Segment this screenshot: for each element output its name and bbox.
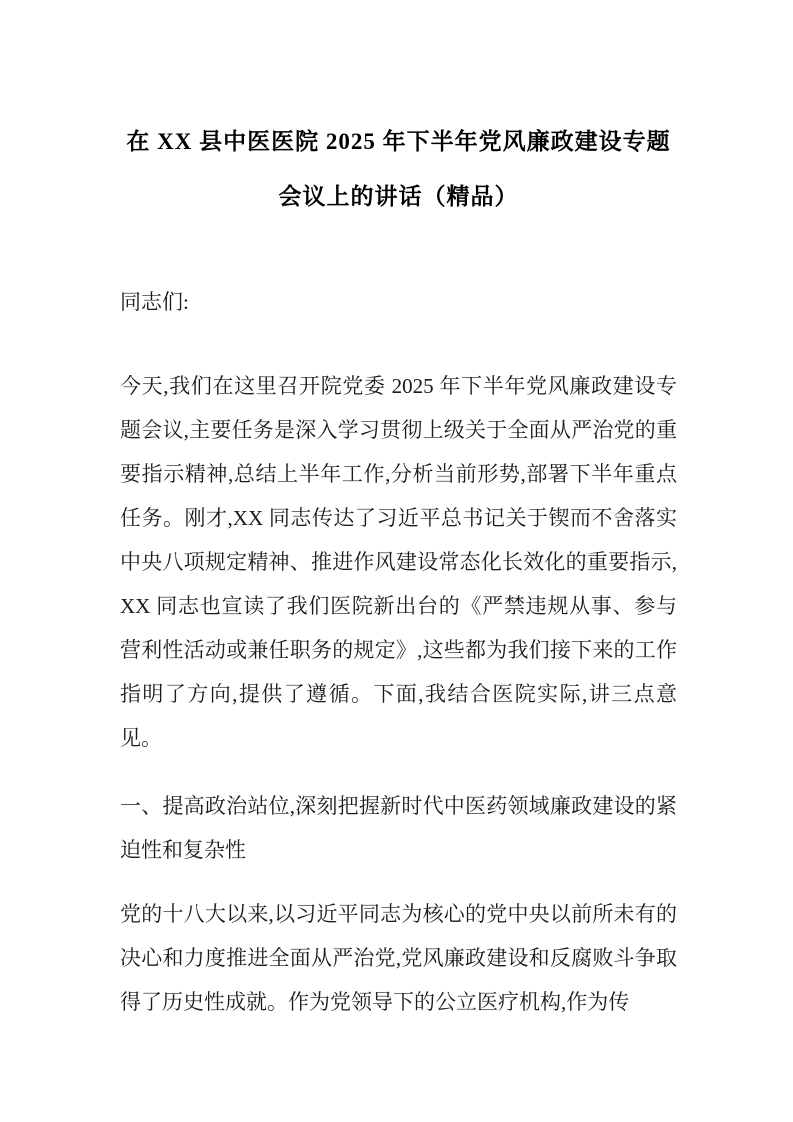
section-heading-1: 一、提高政治站位,深刻把握新时代中医药领域廉政建设的紧迫性和复杂性 <box>120 794 677 862</box>
paragraph-body-1: 党的十八大以来,以习近平同志为核心的党中央以前所未有的决心和力度推进全面从严治党,党风廉政建设和反腐败斗争取得了历史性成就。作为党领导下的公立医疗机构,作为传 <box>120 902 677 1014</box>
paragraph-salutation: 同志们: <box>120 290 189 314</box>
document-content <box>120 114 677 1024</box>
paragraph-intro: 今天,我们在这里召开院党委 2025 年下半年党风廉政建设专题会议,主要任务是深入学习贯彻上级关于全面从严治党的重要指示精神,总结上半年工作,分析当前形势,部署下半年重点任务。刚才,XX 同志传达了习近平总书记关于锲而不舍落实中央八项规定精神、推进作风建设常态化长效化的重要指示,XX 同志也宣读了我们医院新出台的《严禁违规从事、参与营利性活动或兼任职务的规定》,这些都为我们接下来的工作指明了方向,提供了遵循。下面,我结合医院实际,讲三点意见。 <box>120 374 677 750</box>
document-title: 在 XX 县中医医院 2025 年下半年党风廉政建设专题会议上的讲话（精品） <box>126 129 671 209</box>
